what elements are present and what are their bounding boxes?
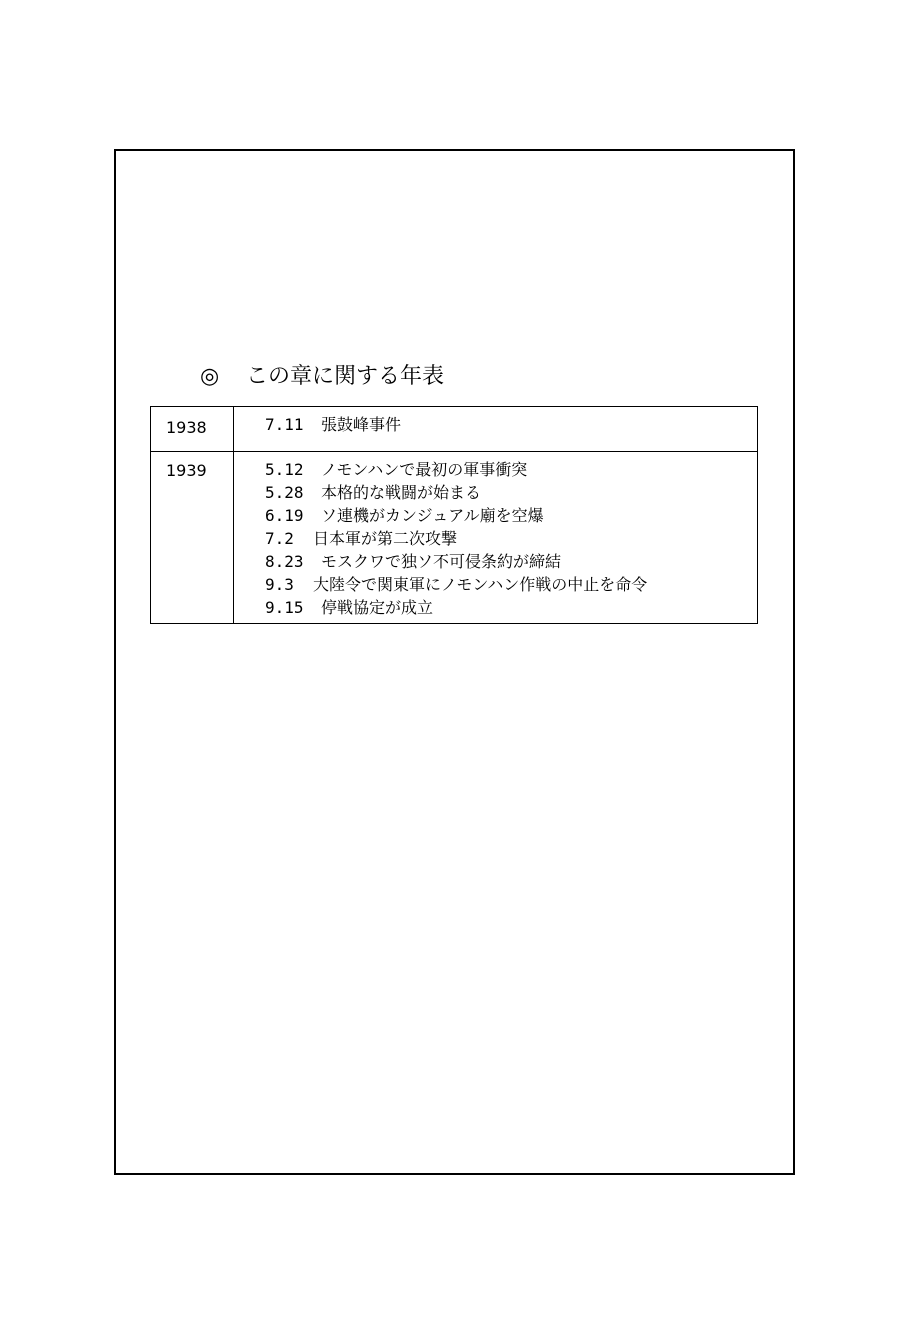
event-description: ノモンハンで最初の軍事衝突 [321, 460, 528, 479]
timeline-event [265, 458, 757, 481]
timeline-event [265, 527, 757, 550]
double-circle-icon: ◎ [200, 364, 220, 389]
event-date: 6.19 [265, 506, 304, 525]
event-description: 日本軍が第二次攻撃 [313, 529, 458, 548]
page-frame [114, 149, 795, 1175]
event-description: 張鼓峰事件 [321, 415, 402, 434]
timeline-event [265, 573, 757, 596]
event-date: 8.23 [265, 552, 304, 571]
year-cell: 1939 [151, 452, 234, 624]
timeline-event [265, 413, 757, 436]
timeline-event [265, 481, 757, 504]
timeline-event [265, 550, 757, 573]
event-date: 9.3 [265, 575, 294, 594]
chapter-timeline-heading [200, 362, 444, 392]
year-cell: 1938 [151, 407, 234, 452]
event-description: モスクワで独ソ不可侵条約が締結 [321, 552, 562, 571]
event-date: 9.15 [265, 598, 304, 617]
heading-title: この章に関する年表 [246, 364, 445, 389]
event-date: 7.11 [265, 415, 304, 434]
event-date: 7.2 [265, 529, 294, 548]
event-description: ソ連機がカンジュアル廟を空爆 [321, 506, 544, 525]
table-row-1938 [151, 407, 758, 452]
events-cell [234, 452, 758, 624]
events-cell [234, 407, 758, 452]
event-description: 大陸令で関東軍にノモンハン作戦の中止を命令 [313, 575, 648, 594]
timeline-table [150, 406, 758, 624]
event-date: 5.12 [265, 460, 304, 479]
timeline-event [265, 504, 757, 527]
event-description: 本格的な戦闘が始まる [321, 483, 482, 502]
table-row-1939 [151, 452, 758, 624]
event-description: 停戦協定が成立 [321, 598, 434, 617]
timeline-event [265, 596, 757, 619]
event-date: 5.28 [265, 483, 304, 502]
